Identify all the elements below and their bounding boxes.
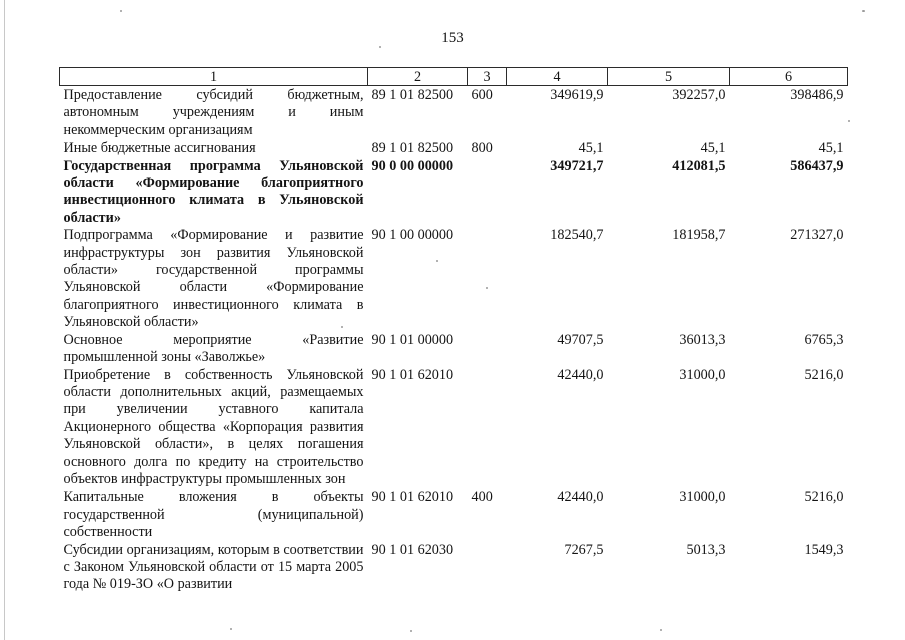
table-header-row [60, 68, 848, 86]
scan-speck [486, 287, 488, 289]
row-value-2: 36013,3 [679, 331, 726, 348]
row-value-3: 5216,0 [804, 489, 844, 506]
row-code: 90 0 00 00000 [371, 157, 454, 174]
row-value-2: 31000,0 [679, 489, 726, 506]
row-value-1: 7267,5 [564, 541, 604, 558]
row-value-3: 5216,0 [804, 366, 844, 383]
row-expense-type [468, 542, 507, 594]
row-value-1: 42440,0 [557, 366, 604, 383]
table-row [60, 158, 848, 228]
row-value-3: 271327,0 [790, 227, 844, 244]
header-col-4: 4 [507, 68, 608, 86]
row-value-2: 181958,7 [672, 227, 726, 244]
scan-speck [120, 10, 122, 12]
row-value-3: 45,1 [818, 140, 844, 157]
header-col-6: 6 [730, 68, 848, 86]
row-code: 90 1 00 00000 [371, 227, 454, 244]
table-row [60, 139, 848, 157]
row-name: Предоставление субсидий бюджетным, автономным учреждениям и иным некоммерческим организациям [63, 87, 364, 138]
row-expense-type [468, 158, 507, 228]
row-value-1: 349619,9 [550, 87, 604, 103]
row-name: Субсидии организациям, которым в соответствии с Законом Ульяновской области от 15 марта 2005 года № 019-ЗО «О развитии [63, 541, 364, 593]
row-value-3: 398486,9 [790, 87, 844, 103]
row-value-2: 31000,0 [679, 366, 726, 383]
row-expense-type [468, 227, 507, 331]
row-name: Подпрограмма «Формирование и развитие инфраструктуры зон развития Ульяновской области» государственной программы Ульяновской области «Формирование благоприятного инвестиционного климата в Ульяновской области» [63, 227, 364, 331]
row-value-2: 412081,5 [672, 157, 726, 174]
row-code: 90 1 01 00000 [371, 331, 454, 348]
row-value-1: 42440,0 [557, 489, 604, 506]
row-value-2: 45,1 [700, 140, 726, 157]
row-value-3: 1549,3 [804, 541, 844, 558]
row-value-1: 182540,7 [550, 227, 604, 244]
row-expense-type: 400 [471, 489, 493, 506]
row-value-3: 6765,3 [804, 331, 844, 348]
scan-speck [862, 10, 865, 12]
row-name: Иные бюджетные ассигнования [63, 140, 256, 157]
row-expense-type [468, 332, 507, 367]
row-code: 89 1 01 82500 [371, 87, 454, 103]
table-row [60, 332, 848, 367]
row-value-2: 392257,0 [672, 87, 726, 103]
header-col-1: 1 [60, 68, 368, 86]
scan-speck [379, 46, 381, 48]
row-value-1: 349721,7 [550, 157, 604, 174]
row-expense-type: 800 [471, 140, 493, 157]
scan-speck [341, 326, 343, 328]
table-row [60, 227, 848, 331]
scan-speck [848, 120, 850, 122]
budget-table [59, 67, 848, 594]
scan-speck [230, 628, 232, 630]
row-code: 90 1 01 62010 [371, 489, 454, 506]
header-col-3: 3 [468, 68, 507, 86]
row-expense-type [468, 367, 507, 489]
scan-speck [660, 629, 662, 631]
row-value-2: 5013,3 [686, 541, 726, 558]
row-code: 90 1 01 62030 [371, 541, 454, 558]
scan-speck [410, 630, 412, 632]
row-value-3: 586437,9 [790, 157, 844, 174]
row-code: 89 1 01 82500 [371, 140, 454, 157]
row-code: 90 1 01 62010 [371, 366, 454, 383]
row-expense-type: 600 [471, 87, 493, 103]
table-row [60, 367, 848, 489]
scan-speck [436, 260, 438, 262]
row-name: Приобретение в собственность Ульяновской области дополнительных акций, размещаемых при увеличении уставного капитала Акционерного общества «Корпорация развития Ульяновской области», в целях погашения основного долга по кредиту на строительство объектов инфраструктуры промышленных зон [63, 366, 364, 487]
table-body [60, 86, 848, 594]
table-row [60, 542, 848, 594]
table-row [60, 86, 848, 140]
scan-edge-line [4, 0, 5, 640]
header-col-2: 2 [368, 68, 468, 86]
table-row [60, 488, 848, 541]
page-number: 153 [441, 30, 464, 46]
row-name: Капитальные вложения в объекты государственной (муниципальной) собственности [63, 489, 364, 541]
header-col-5: 5 [608, 68, 730, 86]
row-value-1: 45,1 [578, 140, 604, 157]
row-value-1: 49707,5 [557, 331, 604, 348]
row-name: Государственная программа Ульяновской области «Формирование благоприятного инвестиционного климата в Ульяновской области» [63, 157, 364, 226]
row-name: Основное мероприятие «Развитие промышленной зоны «Заволжье» [63, 331, 364, 366]
